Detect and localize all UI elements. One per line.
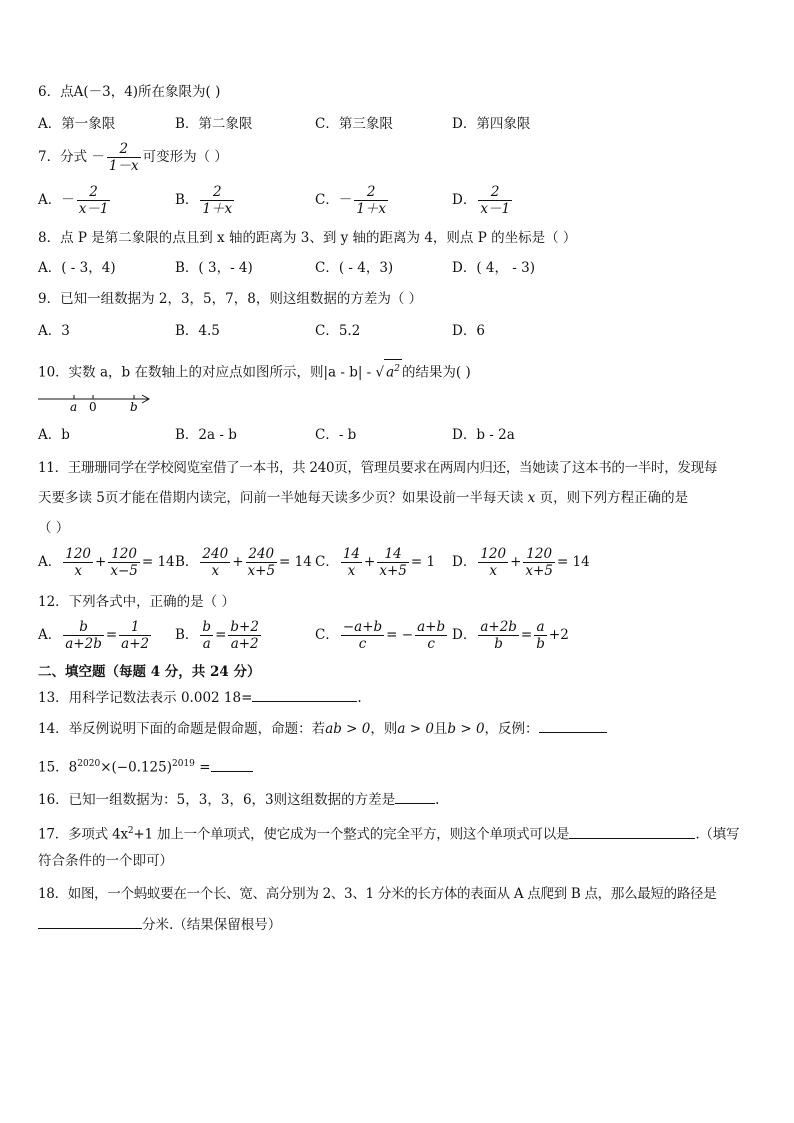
q11-b-n2: 240 xyxy=(246,546,278,563)
q6-option-d: D．第四象限 xyxy=(452,116,531,132)
q11-line2-pre: 天要多读 5页才能在借期内读完，问前一半她每天读多少页？如果设前一半每天读 xyxy=(38,490,528,506)
q7-option-c xyxy=(315,184,390,217)
q7-stem-numerator: 2 xyxy=(107,141,141,158)
q12-a-n2: 1 xyxy=(119,619,151,636)
q11-d-label: D． xyxy=(452,554,477,570)
q7-b-fraction xyxy=(200,184,234,217)
q11-line2 xyxy=(38,489,688,507)
q11-d-op: + xyxy=(510,554,522,570)
q13-answer-blank[interactable] xyxy=(252,688,357,702)
q12-a-label: A． xyxy=(38,627,62,643)
q7-a-den: x－1 xyxy=(78,201,109,217)
q7-c-label: C．－ xyxy=(315,192,353,208)
q12-option-b xyxy=(175,619,263,652)
q16-suffix: . xyxy=(435,792,440,808)
q17-exp: 2 xyxy=(127,826,134,836)
q12-option-c xyxy=(315,619,449,652)
q9-stem: 9．已知一组数据为 2，3，5，7，8，则这组数据的方差为（ ） xyxy=(38,291,423,307)
q7-a-fraction xyxy=(77,184,111,217)
q15-eq: = xyxy=(194,759,211,776)
q11-a-label: A． xyxy=(38,554,62,570)
q6-option-b: B．第二象限 xyxy=(175,116,253,132)
q7-c-num: 2 xyxy=(354,184,388,201)
q8-option-c: C．( - 4，3) xyxy=(315,260,394,276)
q7-a-num: 2 xyxy=(77,184,111,201)
q10-sqrt-inner: a xyxy=(386,364,395,381)
q10-option-c: C．- b xyxy=(315,427,357,443)
q7-b-den: 1＋x xyxy=(202,201,233,217)
q7-option-d xyxy=(452,184,514,217)
q11-d-n1: 120 xyxy=(480,546,507,562)
q10-sqrt-exp: 2 xyxy=(394,364,400,374)
q11-b-eq: = 14 xyxy=(279,554,312,570)
q11-d-eq: = 14 xyxy=(556,554,590,570)
q13-suffix: . xyxy=(357,690,362,706)
q11-option-b xyxy=(175,546,312,579)
q10-stem-suffix: 的结果为( ) xyxy=(401,364,471,381)
q11-c-d2: x+5 xyxy=(379,563,407,579)
q10-stem-prefix: 10．实数 a，b 在数轴上的对应点如图所示，则|a - b| - xyxy=(38,364,376,381)
q7-c-den: 1＋x xyxy=(356,201,387,217)
q11-c-n1: 14 xyxy=(342,546,361,562)
q12-d-n2: a xyxy=(534,619,547,636)
q15-text: 15．8 xyxy=(38,759,78,776)
q6-option-c: C．第三象限 xyxy=(315,116,393,132)
q13 xyxy=(38,688,362,707)
q13-text: 13．用科学记数法表示 0.002 18= xyxy=(38,690,253,706)
q7-stem-suffix: 可变形为（ ） xyxy=(142,149,228,165)
q14-suffix: ，反例： xyxy=(484,721,539,737)
q17-line2: 符合条件的一个即可） xyxy=(38,853,173,869)
q15-mid: ×(−0.125) xyxy=(100,759,172,776)
q17-answer-blank[interactable] xyxy=(569,825,695,839)
q17-pre: 17．多项式 4x xyxy=(38,826,128,843)
q11-option-a xyxy=(38,546,175,579)
q8-stem: 8．点 P 是第二象限的点且到 x 轴的距离为 3、到 y 轴的距离为 4，则点 P 的坐标是（ ） xyxy=(38,230,577,246)
q12-d-d1: b xyxy=(494,636,503,652)
q12-a-d1: a+2b xyxy=(65,636,102,652)
q11-c-eq: = 1 xyxy=(410,554,436,570)
q9-option-a: A．3 xyxy=(38,323,70,339)
q12-c-d1: c xyxy=(358,636,367,652)
q12-d-eq: = xyxy=(520,627,533,643)
q7-stem xyxy=(38,141,228,174)
q11-b-op: + xyxy=(232,554,244,570)
q10-option-d: D．b - 2a xyxy=(452,427,515,443)
q17-line1 xyxy=(38,822,739,844)
q7-stem-prefix: 7．分式 － xyxy=(38,149,105,165)
q14 xyxy=(38,719,607,738)
q15-exp-2: 2019 xyxy=(172,759,195,769)
q18-answer-blank[interactable] xyxy=(38,915,142,929)
q7-c-fraction xyxy=(354,184,388,217)
q11-a-n1: 120 xyxy=(65,546,92,562)
q11-d-d2: x+5 xyxy=(525,563,553,579)
q12-c-n1: −a+b xyxy=(342,619,383,635)
q11-a-d2: x−5 xyxy=(110,563,138,579)
q7-d-num: 2 xyxy=(478,184,512,201)
q12-b-label: B． xyxy=(175,627,199,643)
q14-mid-1: ，则 xyxy=(370,721,398,737)
q6-stem: 6．点A(－3，4)所在象限为( ) xyxy=(38,84,221,100)
q11-line3: （ ） xyxy=(38,520,70,536)
q8-option-b: B．( 3，- 4) xyxy=(175,260,253,276)
q11-b-d2: x+5 xyxy=(247,563,276,579)
q12-c-n2: a+b xyxy=(417,619,446,635)
q11-option-d xyxy=(452,546,590,579)
q14-math-2: a > 0 xyxy=(397,721,434,737)
q7-b-label: B． xyxy=(175,192,199,208)
q9-option-b: B．4.5 xyxy=(175,323,220,339)
q12-d-tail: +2 xyxy=(548,627,569,643)
q11-d-d1: x xyxy=(489,563,498,579)
q10-sqrt xyxy=(384,359,402,382)
q11-line2-post: 页，则下列方程正确的是 xyxy=(535,490,689,506)
q7-stem-denominator: 1－x xyxy=(108,158,139,174)
q16-text: 16．已知一组数据为：5，3，3，6，3则这组数据的方差是 xyxy=(38,792,396,808)
q12-a-eq: = xyxy=(105,627,118,643)
q12-a-d2: a+2 xyxy=(121,636,150,652)
q7-d-label: D． xyxy=(452,192,477,208)
q11-line1: 11．王珊珊同学在学校阅览室借了一本书，共 240页，管理员要求在两周内归还，当她读了这本书的一半时，发现每 xyxy=(38,460,718,476)
q7-option-a xyxy=(38,184,112,217)
q15-exp-1: 2020 xyxy=(77,759,101,769)
q11-a-eq: = 14 xyxy=(141,554,175,570)
q17-mid: +1 加上一个单项式，使它成为一个整式的完全平方，则这个单项式可以是 xyxy=(133,826,570,843)
q16-answer-blank[interactable] xyxy=(395,790,435,804)
q7-a-label: A．－ xyxy=(38,192,75,208)
q11-a-d1: x xyxy=(74,563,82,579)
q9-option-d: D．6 xyxy=(452,323,485,339)
q11-c-n2: 14 xyxy=(377,546,409,563)
axis-label-0: 0 xyxy=(89,400,97,414)
q11-b-n1: 240 xyxy=(202,546,229,562)
q11-option-c xyxy=(315,546,435,579)
q18-line1: 18．如图，一个蚂蚁要在一个长、宽、高分别为 2、3、1 分米的长方体的表面从 A 点爬到 B 点，那么最短的路径是 xyxy=(38,886,717,902)
q7-d-fraction xyxy=(478,184,512,217)
q12-c-d2: c xyxy=(427,636,435,652)
q18-line2 xyxy=(38,915,281,934)
q11-a-n2: 120 xyxy=(108,546,140,563)
q12-a-n1: b xyxy=(63,619,104,636)
q12-c-label: C． xyxy=(315,627,339,643)
q11-b-d1: x xyxy=(211,563,220,579)
q12-stem: 12．下列各式中，正确的是（ ） xyxy=(38,594,235,610)
q14-mid-2: 且 xyxy=(433,721,448,737)
axis-label-a: a xyxy=(70,400,78,414)
q14-answer-blank[interactable] xyxy=(539,719,607,733)
q14-text: 14．举反例说明下面的命题是假命题，命题：若 xyxy=(38,721,326,737)
q12-d-d2: b xyxy=(536,636,545,652)
q10-number-line xyxy=(36,389,156,415)
q10-stem: 10．实数 a，b 在数轴上的对应点如图所示，则|a - b| - √ $a^2$ 的结果为( ) xyxy=(38,359,471,382)
q7-d-den: x－1 xyxy=(480,201,511,217)
q12-option-d xyxy=(452,619,569,652)
q7-b-num: 2 xyxy=(200,184,234,201)
q15-answer-blank[interactable] xyxy=(211,758,253,772)
q8-option-d: D．( 4， - 3) xyxy=(452,260,535,276)
q11-c-label: C． xyxy=(315,554,339,570)
q10-option-a: A．b xyxy=(38,427,70,443)
q11-c-op: + xyxy=(364,554,376,570)
q12-b-d1: a xyxy=(202,636,211,652)
q12-option-a xyxy=(38,619,153,652)
q14-math-1: ab > 0 xyxy=(325,721,371,737)
q11-a-op: + xyxy=(95,554,107,570)
q10-option-b: B．2a - b xyxy=(175,427,237,443)
q6-option-a: A．第一象限 xyxy=(38,116,116,132)
q12-b-n2: b+2 xyxy=(230,619,259,635)
q17-post: .（填写 xyxy=(695,826,740,843)
q16 xyxy=(38,790,439,809)
q15 xyxy=(38,755,253,777)
q11-d-n2: 120 xyxy=(523,546,555,563)
q12-d-label: D． xyxy=(452,627,477,643)
q12-b-n1: b xyxy=(202,619,212,635)
axis-label-b: b xyxy=(130,400,138,414)
q18-suffix: 分米.（结果保留根号） xyxy=(142,917,282,933)
q11-b-label: B． xyxy=(175,554,199,570)
q11-line2-var: x xyxy=(527,490,536,506)
q8-option-a: A．( - 3，4) xyxy=(38,260,116,276)
q12-d-n1: a+2b xyxy=(480,619,517,635)
q9-option-c: C．5.2 xyxy=(315,323,361,339)
q11-c-d1: x xyxy=(347,563,356,579)
q12-b-d2: a+2 xyxy=(230,636,259,652)
q7-stem-fraction xyxy=(107,141,141,174)
q12-c-eq: = − xyxy=(386,627,414,643)
q7-option-b xyxy=(175,184,236,217)
section-heading-fill-in: 二、填空题（每题 4 分，共 24 分） xyxy=(38,664,261,680)
q14-math-3: b > 0 xyxy=(447,721,485,737)
q12-b-eq: = xyxy=(215,627,227,643)
